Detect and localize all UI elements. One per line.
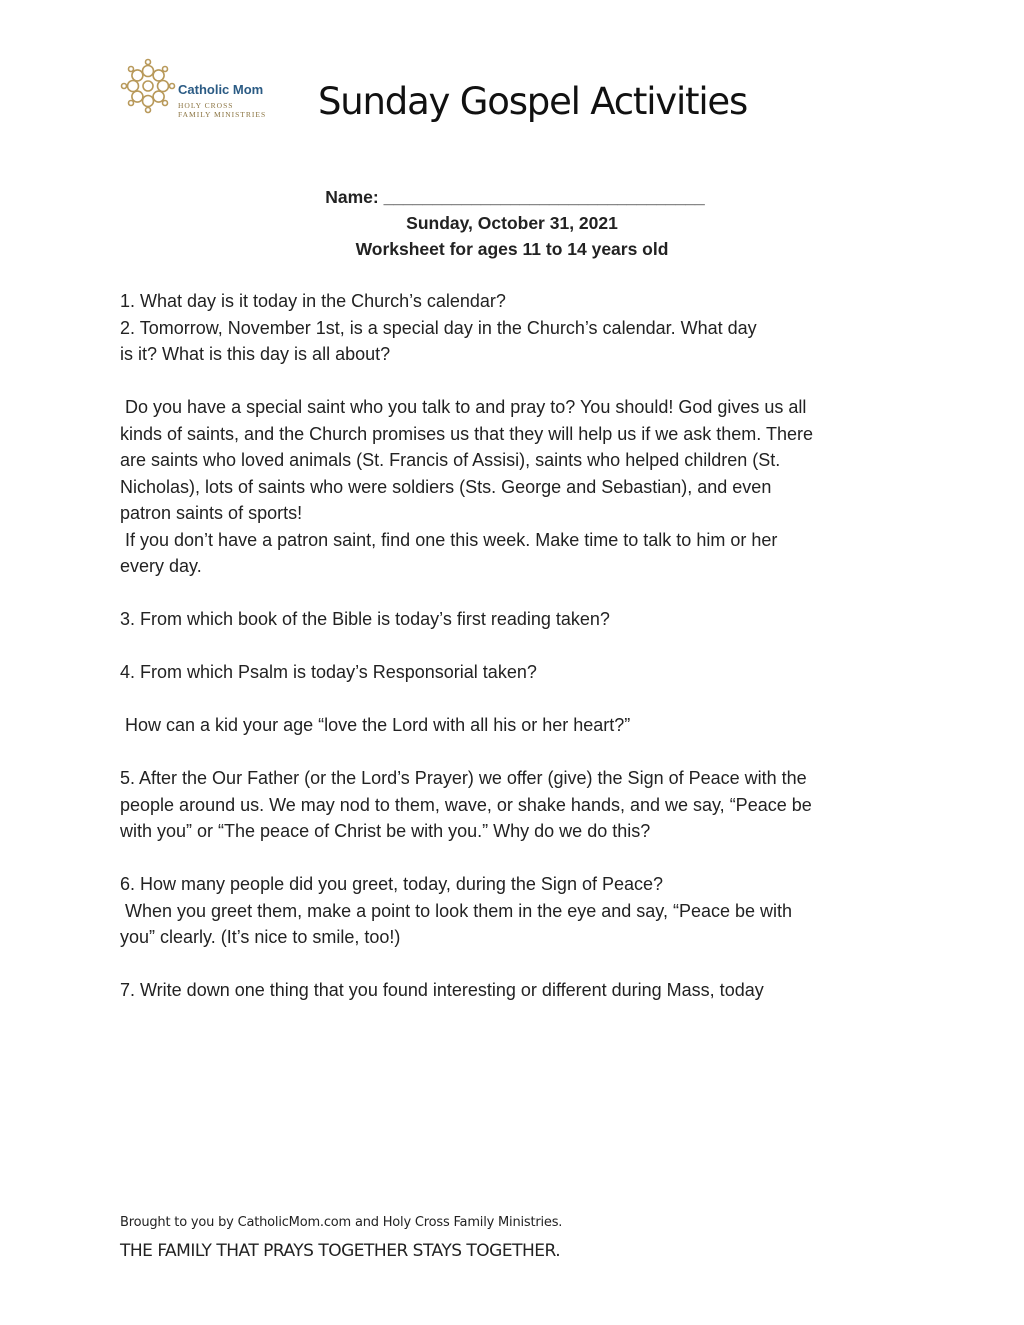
worksheet-age-label: Worksheet for ages 11 to 14 years old — [355, 239, 669, 259]
question-6-block — [120, 871, 910, 951]
footer-motto: THE FAMILY THAT PRAYS TOGETHER STAYS TOGETHER. — [120, 1241, 561, 1261]
question-4: 4. From which Psalm is today’s Responsorial taken? — [120, 662, 537, 682]
question-2-line-2: is it? What is this day is all about? — [120, 344, 391, 364]
name-label: Name: — [325, 187, 379, 207]
question-6-line-3: you” clearly. (It’s nice to smile, too!) — [120, 927, 401, 947]
worksheet-body — [120, 288, 910, 1030]
logo-name: Catholic Mom — [178, 82, 264, 97]
question-5-line-3: with you” or “The peace of Christ be with you.” Why do we do this? — [120, 821, 651, 841]
page-title: Sunday Gospel Activities — [318, 80, 748, 123]
saints-line-6: If you don’t have a patron saint, find one this week. Make time to talk to him or her — [120, 529, 778, 550]
question-3-block — [120, 606, 910, 633]
saints-line-5: patron saints of sports! — [120, 503, 303, 523]
question-5-line-2: people around us. We may nod to them, wave, or shake hands, and we say, “Peace be — [120, 794, 812, 815]
question-7: 7. Write down one thing that you found interesting or different during Mass, today — [120, 980, 764, 1000]
logo-subtitle — [178, 101, 266, 119]
question-1: 1. What day is it today in the Church’s calendar? — [120, 291, 506, 311]
question-5-line-1: 5. After the Our Father (or the Lord’s Prayer) we offer (give) the Sign of Peace with the — [120, 768, 807, 788]
saints-line-7: every day. — [120, 556, 202, 576]
saints-line-2: kinds of saints, and the Church promises us that they will help us if we ask them. There — [120, 423, 813, 444]
name-blank: _________________________________ — [383, 187, 705, 207]
worksheet-date: Sunday, October 31, 2021 — [406, 213, 618, 233]
question-6-line-1: 6. How many people did you greet, today, during the Sign of Peace? — [120, 874, 664, 894]
name-line — [120, 184, 904, 210]
love-prompt: How can a kid your age “love the Lord with all his or her heart?” — [120, 715, 631, 735]
question-6-line-2: When you greet them, make a point to look them in the eye and say, “Peace be with — [120, 900, 793, 921]
saints-line-3: are saints who loved animals (St. Francis of Assisi), saints who helped children (St. — [120, 450, 781, 470]
question-3: 3. From which book of the Bible is today’s first reading taken? — [120, 609, 610, 629]
question-2-line-1: 2. Tomorrow, November 1st, is a special day in the Church’s calendar. What day — [120, 317, 757, 338]
love-prompt-block — [120, 712, 910, 739]
question-7-block — [120, 977, 910, 1004]
worksheet-header — [120, 184, 904, 262]
logo-sub-line-2: FAMILY MINISTRIES — [178, 110, 267, 119]
logo-sub-line-1: HOLY CROSS — [178, 101, 234, 110]
question-block-1-2 — [120, 288, 910, 368]
saints-paragraph — [120, 394, 910, 580]
saints-line-4: Nicholas), lots of saints who were soldiers (Sts. George and Sebastian), and even — [120, 476, 772, 497]
catholic-mom-logo — [120, 58, 280, 122]
question-4-block — [120, 659, 910, 686]
rosette-logo-icon — [120, 58, 176, 114]
question-5-block — [120, 765, 910, 845]
footer-credit: Brought to you by CatholicMom.com and Holy Cross Family Ministries. — [120, 1215, 563, 1230]
saints-line-1: Do you have a special saint who you talk to and pray to? You should! God gives us all — [120, 397, 807, 417]
